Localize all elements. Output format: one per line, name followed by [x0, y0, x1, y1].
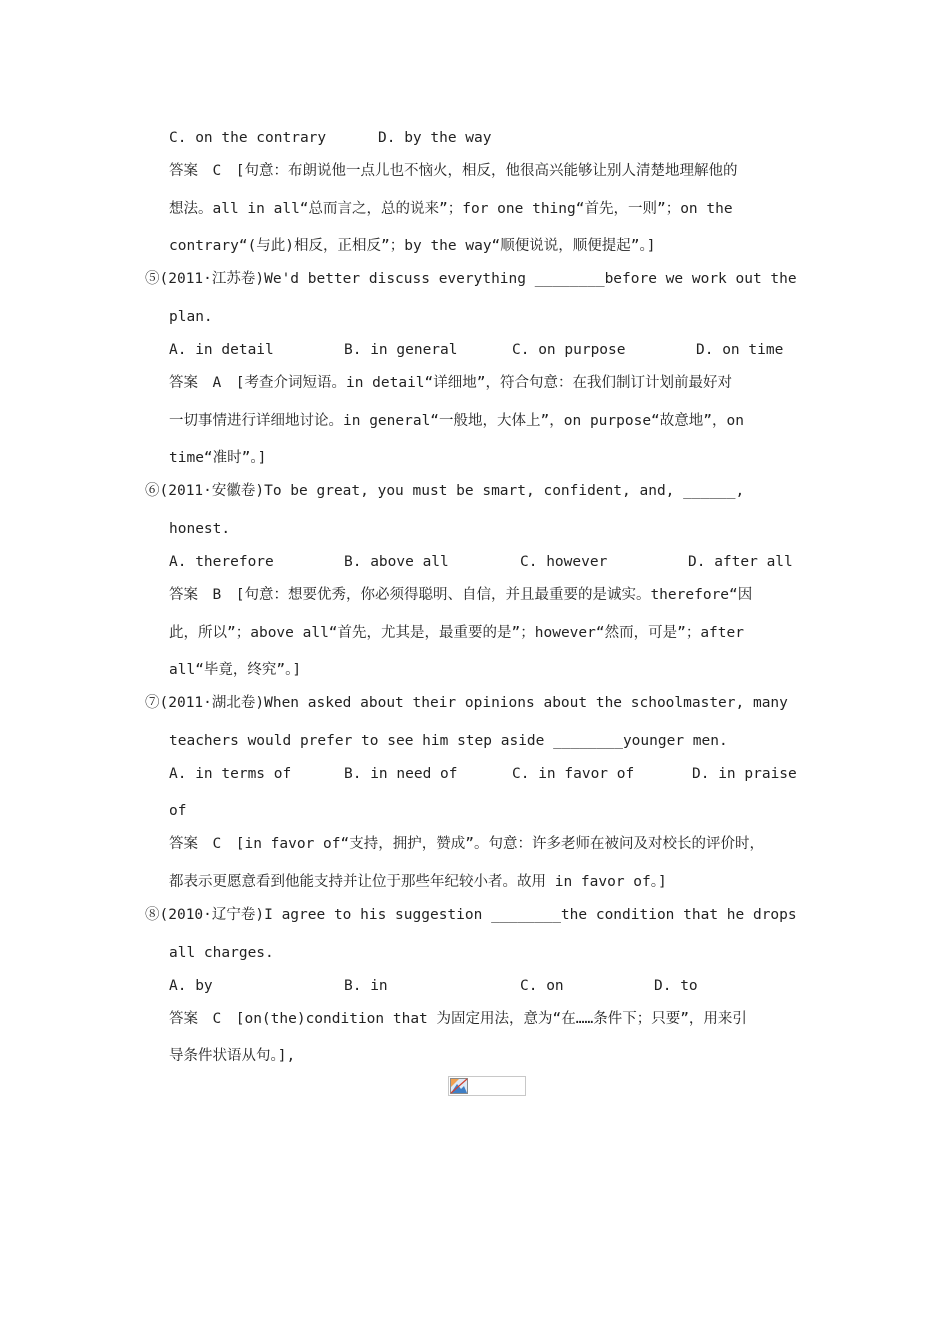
broken-image-icon — [450, 1078, 468, 1094]
q8-option-d: D. to — [654, 978, 698, 994]
q6-answer-line-2: 此，所以”；above all“首先，尤其是，最重要的是”；however“然而，可是”；after — [169, 625, 744, 641]
q8-option-c: C. on — [520, 978, 564, 994]
q7-option-a: A. in terms of — [169, 766, 292, 782]
q5-answer-line-2: 一切事情进行详细地讨论。in general“一般地，大体上”，on purpose“故意地”，on — [169, 413, 744, 429]
q8-answer-line-2: 导条件状语从句。], — [169, 1048, 296, 1064]
q4-answer-line-3: contrary“(与此)相反，正相反”；by the way“顺便说说，顺便提起”。] — [169, 238, 656, 254]
q5-answer-line-1: 答案 A [考查介词短语。in detail“详细地”，符合句意：在我们制订计划前最好对 — [169, 375, 732, 391]
q7-answer-line-1: 答案 C [in favor of“支持，拥护，赞成”。句意：许多老师在被问及对校长的评价时， — [169, 836, 764, 852]
q4-option-c: C. on the contrary — [169, 130, 327, 146]
q8-stem-line-1: ⑧(2010·辽宁卷)I agree to his suggestion ________the condition that he drops — [145, 907, 797, 923]
q8-option-a: A. by — [169, 978, 213, 994]
q5-option-d: D. on time — [696, 342, 784, 358]
q5-answer-line-3: time“准时”。] — [169, 450, 267, 466]
q7-option-b: B. in need of — [344, 766, 458, 782]
q7-answer-line-2: 都表示更愿意看到他能支持并让位于那些年纪较小者。故用 in favor of。] — [169, 874, 667, 890]
q4-option-d: D. by the way — [378, 130, 492, 146]
q7-option-d: D. in praise — [692, 766, 797, 782]
q7-stem-line-2: teachers would prefer to see him step aside ________younger men. — [169, 733, 728, 749]
q5-stem-line-2: plan. — [169, 309, 213, 325]
q8-option-b: B. in — [344, 978, 388, 994]
broken-image-placeholder — [448, 1076, 526, 1096]
q7-stem-line-1: ⑦(2011·湖北卷)When asked about their opinions about the schoolmaster, many — [145, 695, 788, 711]
q5-option-b: B. in general — [344, 342, 458, 358]
q5-option-c: C. on purpose — [512, 342, 626, 358]
q4-answer-line-2: 想法。all in all“总而言之，总的说来”；for one thing“首先，一则”；on the — [169, 201, 733, 217]
q8-stem-line-2: all charges. — [169, 945, 274, 961]
q5-option-a: A. in detail — [169, 342, 274, 358]
q6-stem-line-1: ⑥(2011·安徽卷)To be great, you must be smart, confident, and, ______, — [145, 483, 745, 499]
q7-option-c: C. in favor of — [512, 766, 635, 782]
q6-answer-line-1: 答案 B [句意：想要优秀，你必须得聪明、自信，并且最重要的是诚实。therefore“因 — [169, 587, 753, 603]
q6-stem-line-2: honest. — [169, 521, 231, 537]
q6-answer-line-3: all“毕竟，终究”。] — [169, 662, 302, 678]
q8-answer-line-1: 答案 C [on(the)condition that 为固定用法，意为“在……条件下；只要”，用来引 — [169, 1011, 747, 1027]
q4-answer-line-1: 答案 C [句意：布朗说他一点儿也不恼火，相反，他很高兴能够让别人清楚地理解他的 — [169, 163, 738, 179]
q6-option-d: D. after all — [688, 554, 793, 570]
q5-stem-line-1: ⑤(2011·江苏卷)We'd better discuss everything ________before we work out the — [145, 271, 797, 287]
q6-option-a: A. therefore — [169, 554, 274, 570]
q6-option-b: B. above all — [344, 554, 449, 570]
q6-option-c: C. however — [520, 554, 608, 570]
q7-option-d-tail: of — [169, 803, 187, 819]
